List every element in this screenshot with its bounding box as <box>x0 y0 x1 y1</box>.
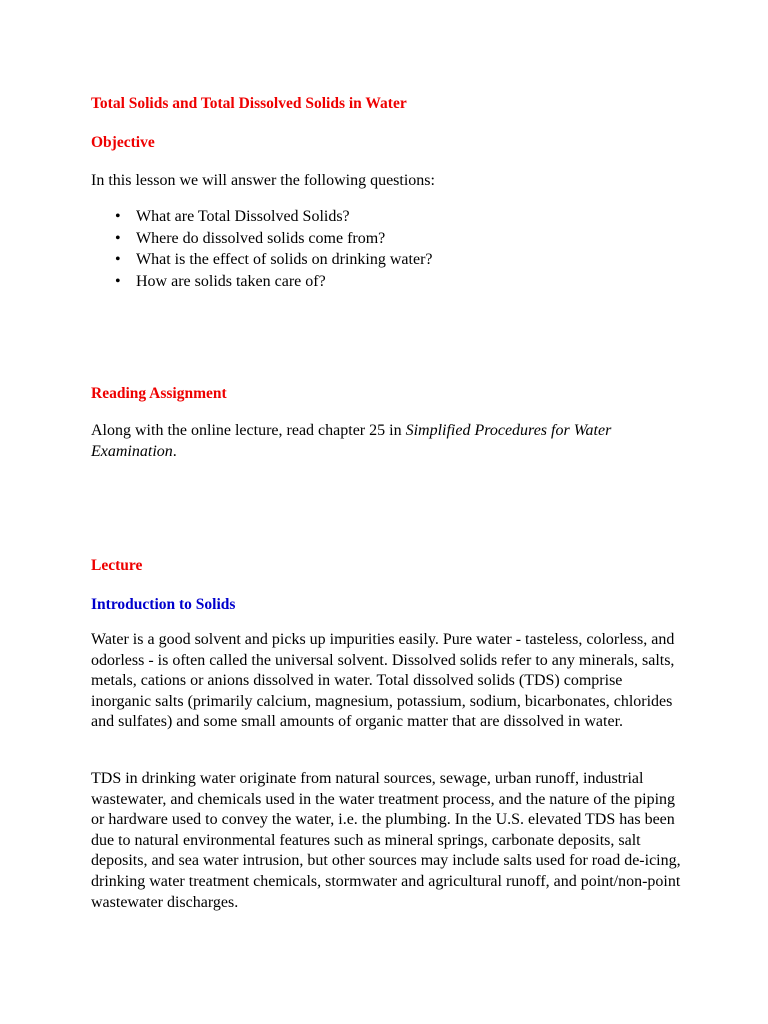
reading-text-after: . <box>172 442 177 460</box>
introduction-subheading: Introduction to Solids <box>91 596 236 613</box>
reading-text-before: Along with the online lecture, read chapter 25 in <box>91 422 406 439</box>
book-title: Simplified Procedures for Water Examination <box>91 422 612 460</box>
list-item <box>91 228 433 250</box>
question-text: What is the effect of solids on drinking water? <box>136 251 433 268</box>
bullet-icon: • <box>115 251 121 268</box>
list-item <box>91 271 433 293</box>
document-title: Total Solids and Total Dissolved Solids in Water <box>91 95 407 112</box>
bullet-icon: • <box>115 208 121 225</box>
question-text: What are Total Dissolved Solids? <box>136 208 350 225</box>
questions-list <box>91 206 433 292</box>
lecture-paragraph-2: TDS in drinking water originate from natural sources, sewage, urban runoff, industrial wastewater, and chemicals used in the water treatment process, and the nature of the piping or hardware used to convey the water, i.e. the plumbing. In the U.S. elevated TDS has been due to natural environmental features such as mineral springs, carbonate deposits, salt deposits, and sea water intrusion, but other sources may include salts used for road de-icing, drinking water treatment chemicals, stormwater and agricultural runoff, and point/non-point wastewater discharges. <box>91 770 681 911</box>
list-item <box>91 206 433 228</box>
bullet-icon: • <box>115 229 121 247</box>
objective-heading: Objective <box>91 134 155 151</box>
lecture-paragraph-1: Water is a good solvent and picks up impurities easily. Pure water - tasteless, colorless, and odorless - is often called the universal solvent. Dissolved solids refer to any minerals, salts, metals, cations or anions dissolved in water. Total dissolved solids (TDS) comprise inorganic salts (primarily calcium, magnesium, potassium, sodium, bicarbonates, chlorides and sulfates) and some small amounts of organic matter that are dissolved in water. <box>91 631 675 731</box>
reading-assignment-heading: Reading Assignment <box>91 385 227 402</box>
reading-assignment-text <box>91 421 661 462</box>
question-text: How are solids taken care of? <box>136 272 326 290</box>
objective-intro: In this lesson we will answer the following questions: <box>91 172 435 189</box>
question-text: Where do dissolved solids come from? <box>136 229 386 247</box>
list-item <box>91 249 433 271</box>
lecture-heading: Lecture <box>91 557 143 574</box>
bullet-icon: • <box>115 272 121 290</box>
